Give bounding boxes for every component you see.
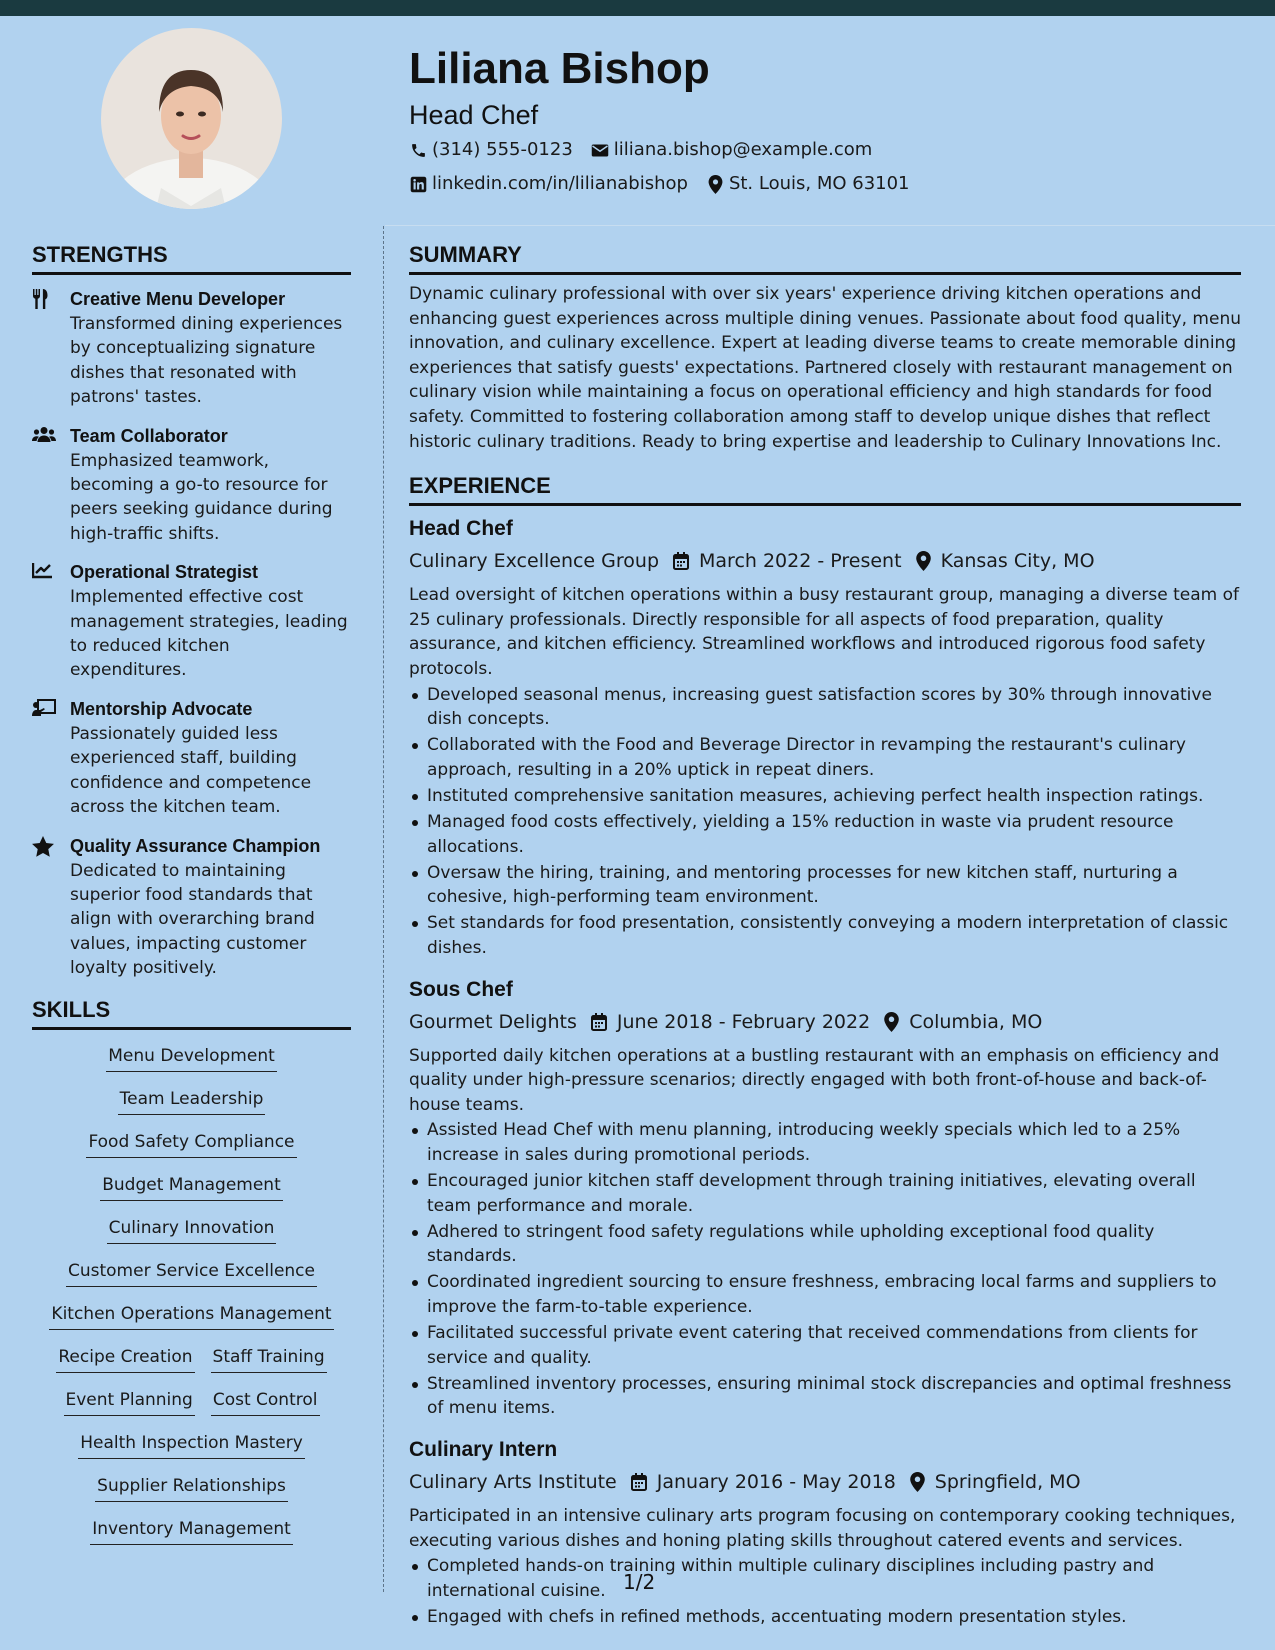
job-bullet: Assisted Head Chef with menu planning, introducing weekly specials which led to a 25% increase in sales during promotional periods.	[409, 1118, 1241, 1167]
skill-row	[98, 1044, 285, 1072]
strength-desc: Implemented effective cost management strategies, leading to reduced kitchen expenditures.	[70, 587, 348, 681]
job-bullet: Completed hands-on training within multiple culinary disciplines including pastry and international cuisine.	[409, 1554, 1241, 1603]
skill-row	[70, 1431, 313, 1459]
skills-heading: SKILLS	[32, 995, 351, 1030]
experience-list	[409, 514, 1241, 1629]
skill-tag: Kitchen Operations Management	[49, 1302, 333, 1330]
strength-title: Operational Strategist	[70, 562, 259, 583]
skill-row	[48, 1345, 334, 1373]
skill-tag: Staff Training	[211, 1345, 327, 1373]
page-number: 1/2	[623, 1570, 656, 1594]
strength-item	[32, 834, 351, 981]
summary-text: Dynamic culinary professional with over six years' experience driving kitchen operations and enhancing guest experiences across multiple dining venues. Passionate about food quality, menu innovation, and culinary excellence. Expert at leading diverse teams to create memorable dining experiences that satisfy guests' expectations. Partnered closely with restaurant management on culinary vision while maintaining a focus on operational efficiency and high standards for food safety. Committed to fostering collaboration among staff to develop unique dishes that reflect historic culinary traditions. Ready to bring expertise and leadership to Culinary Innovations Inc.	[409, 284, 1241, 452]
skill-row	[110, 1087, 274, 1115]
job-bullet: Collaborated with the Food and Beverage Director in revamping the restaurant's culinary approach, resulting in a 20% uptick in repeat diners.	[409, 733, 1241, 782]
job-bullet: Developed seasonal menus, increasing guest satisfaction scores by 30% through innovative dish concepts.	[409, 683, 1241, 732]
job-entry	[409, 1435, 1241, 1629]
job-role: Head Chef	[409, 517, 513, 541]
job-entry	[409, 975, 1241, 1421]
strength-desc: Emphasized teamwork, becoming a go-to resource for peers seeking guidance during high-traffic shifts.	[70, 450, 333, 544]
calendar-icon	[591, 1013, 607, 1031]
phone-text: (314) 555-0123	[432, 139, 573, 160]
map-pin-icon	[910, 1472, 925, 1492]
job-location: Springfield, MO	[934, 1470, 1081, 1493]
linkedin-contact[interactable]	[409, 168, 688, 200]
left-column	[32, 240, 351, 1560]
job-bullet: Oversaw the hiring, training, and mentoring processes for new kitchen staff, nurturing a cohesive, high-performing team environment.	[409, 861, 1241, 910]
skill-tag: Recipe Creation	[56, 1345, 194, 1373]
job-description: Participated in an intensive culinary arts program focusing on contemporary cooking techniques, executing various dishes and honing plating skills throughout catered events and services.	[409, 1505, 1236, 1551]
job-bullet: Engaged with chefs in refined methods, accentuating modern presentation styles.	[409, 1605, 1241, 1630]
job-dates: January 2016 - May 2018	[656, 1470, 896, 1493]
job-location: Kansas City, MO	[940, 550, 1095, 573]
skill-row	[58, 1259, 325, 1287]
map-pin-icon	[884, 1012, 899, 1032]
job-bullet: Encouraged junior kitchen staff development through training initiatives, elevating overall team performance and morale.	[409, 1169, 1241, 1218]
job-bullets	[409, 683, 1241, 961]
skill-tag: Team Leadership	[118, 1087, 266, 1115]
job-bullet: Adhered to stringent food safety regulations while upholding exceptional food quality standards.	[409, 1220, 1241, 1269]
job-meta	[409, 546, 1241, 576]
skill-tag: Health Inspection Mastery	[78, 1431, 305, 1459]
skill-tag: Budget Management	[100, 1173, 283, 1201]
strength-title: Quality Assurance Champion	[70, 835, 321, 856]
strength-item	[32, 424, 351, 547]
profile-photo	[101, 28, 282, 209]
skill-tag: Culinary Innovation	[107, 1216, 277, 1244]
users-icon	[32, 424, 70, 547]
header	[409, 40, 1249, 200]
skill-row	[78, 1130, 304, 1158]
job-company: Culinary Excellence Group	[409, 550, 660, 573]
chalkboard-teacher-icon	[32, 697, 70, 820]
job-bullet: Set standards for food presentation, consistently conveying a modern interpretation of classic dishes.	[409, 911, 1241, 960]
skill-tag: Food Safety Compliance	[86, 1130, 296, 1158]
star-icon	[32, 834, 70, 981]
job-bullet: Instituted comprehensive sanitation measures, achieving perfect health inspection ratings.	[409, 784, 1241, 809]
calendar-icon	[631, 1473, 647, 1491]
skill-tag: Menu Development	[106, 1044, 277, 1072]
contact-row-1	[409, 134, 1249, 166]
strength-title: Team Collaborator	[70, 425, 228, 446]
skills-list	[32, 1044, 351, 1560]
strength-desc: Dedicated to maintaining superior food standards that align with overarching brand values, impacting customer loyalty positively.	[70, 860, 315, 979]
phone-contact	[409, 134, 573, 166]
skill-tag: Customer Service Excellence	[66, 1259, 317, 1287]
right-column	[409, 240, 1241, 1631]
strengths-list	[32, 287, 351, 981]
job-company: Culinary Arts Institute	[409, 1470, 617, 1493]
job-dates: March 2022 - Present	[699, 550, 902, 573]
experience-heading: EXPERIENCE	[409, 471, 1241, 506]
job-bullet: Managed food costs effectively, yielding a 15% reduction in waste via prudent resource allocations.	[409, 810, 1241, 859]
job-description: Supported daily kitchen operations at a bustling restaurant with an emphasis on efficiency and quality under high-pressure scenarios; directly engaged with both front-of-house and back-of-house teams.	[409, 1045, 1220, 1115]
job-bullets	[409, 1554, 1241, 1629]
job-bullet: Facilitated successful private event catering that received commendations from clients for service and quality.	[409, 1321, 1241, 1370]
strength-item	[32, 287, 351, 410]
strength-item	[32, 697, 351, 820]
skill-row	[41, 1302, 341, 1330]
job-meta	[409, 1007, 1241, 1037]
job-meta	[409, 1467, 1241, 1497]
job-dates: June 2018 - February 2022	[616, 1010, 871, 1033]
job-bullets	[409, 1118, 1241, 1421]
job-role: Culinary Intern	[409, 1437, 558, 1461]
job-location: Columbia, MO	[909, 1010, 1043, 1033]
skill-row	[87, 1474, 296, 1502]
summary-heading: SUMMARY	[409, 240, 1241, 275]
job-bullet: Streamlined inventory processes, ensuring minimal stock discrepancies and optimal freshness of menu items.	[409, 1372, 1241, 1421]
candidate-name: Liliana Bishop	[409, 44, 710, 93]
location-contact	[706, 168, 910, 200]
skill-tag: Cost Control	[211, 1388, 320, 1416]
skill-tag: Event Planning	[64, 1388, 195, 1416]
calendar-icon	[673, 552, 689, 570]
job-title: Head Chef	[409, 100, 539, 130]
strengths-heading: STRENGTHS	[32, 240, 351, 275]
strength-desc: Passionately guided less experienced staff, building confidence and competence across the kitchen team.	[70, 723, 312, 818]
skill-row	[56, 1388, 328, 1416]
skill-tag: Inventory Management	[90, 1517, 293, 1545]
linkedin-text: linkedin.com/in/lilianabishop	[432, 173, 688, 194]
job-role: Sous Chef	[409, 977, 513, 1001]
envelope-icon	[591, 141, 610, 160]
linkedin-icon	[409, 175, 428, 194]
skill-row	[99, 1216, 285, 1244]
strength-title: Mentorship Advocate	[70, 698, 253, 719]
phone-icon	[409, 141, 428, 160]
skill-tag: Supplier Relationships	[95, 1474, 288, 1502]
map-pin-icon	[916, 551, 931, 571]
utensils-icon	[32, 287, 70, 410]
map-pin-icon	[706, 175, 725, 194]
job-company: Gourmet Delights	[409, 1010, 577, 1033]
chart-line-icon	[32, 560, 70, 683]
location-text: St. Louis, MO 63101	[728, 173, 910, 194]
contact-row-2	[409, 168, 1249, 200]
skill-row	[82, 1517, 301, 1545]
job-entry	[409, 514, 1241, 960]
job-description: Lead oversight of kitchen operations within a busy restaurant group, managing a diverse team of 25 culinary professionals. Directly responsible for all aspects of food preparation, quality assurance, and kitchen efficiency. Streamlined workflows and introduced rigorous food safety protocols.	[409, 585, 1240, 679]
strength-title: Creative Menu Developer	[70, 289, 286, 309]
strength-desc: Transformed dining experiences by conceptualizing signature dishes that resonated with patrons' tastes.	[70, 314, 343, 408]
header-divider	[385, 225, 1275, 226]
email-contact[interactable]	[591, 134, 873, 166]
email-text: liliana.bishop@example.com	[613, 139, 873, 160]
strength-item	[32, 560, 351, 683]
skill-row	[92, 1173, 291, 1201]
top-accent-bar	[0, 0, 1275, 16]
job-bullet: Coordinated ingredient sourcing to ensure freshness, embracing local farms and suppliers to improve the farm-to-table experience.	[409, 1270, 1241, 1319]
column-divider	[383, 226, 384, 1592]
